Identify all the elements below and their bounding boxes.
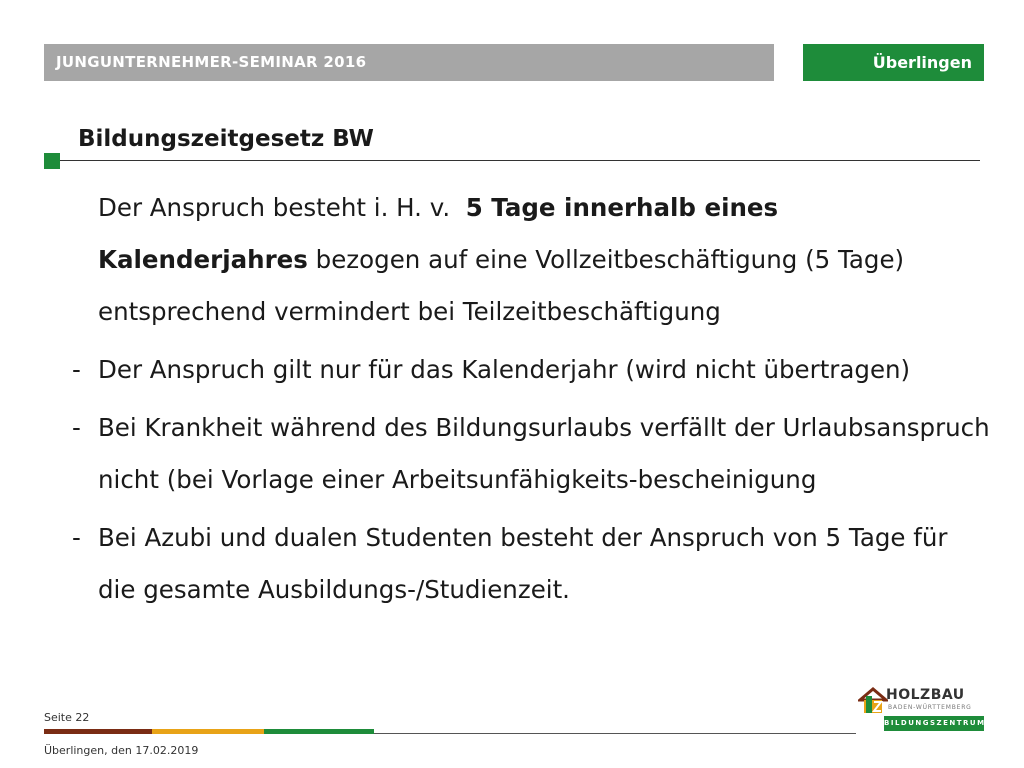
intro-text-1: Der Anspruch besteht i. H. v. <box>98 193 451 222</box>
seminar-header-bar <box>44 44 774 81</box>
bullet-item <box>60 512 990 616</box>
slide-title: Bildungszeitgesetz BW <box>78 126 374 152</box>
logo-wordmark: HOLZBAU <box>886 687 965 703</box>
bullet-dash: - <box>72 413 81 442</box>
house-icon <box>858 686 888 716</box>
footer-stripe-brown <box>44 729 152 734</box>
title-bullet-square <box>44 153 60 169</box>
intro-text-2: bezogen auf eine Vollzeitbeschäftigung (5 Tage) entsprechend vermindert bei Teilzeitbeschäftigung <box>98 245 905 326</box>
title-underline <box>60 160 980 161</box>
footer-stripe-green <box>264 729 374 734</box>
logo-unit-bar <box>884 716 984 731</box>
page-number: Seite 22 <box>44 711 90 724</box>
bullet-text: Der Anspruch gilt nur für das Kalenderjahr (wird nicht übertragen) <box>98 355 911 384</box>
bullet-item <box>60 402 990 506</box>
bullet-dash: - <box>72 523 81 552</box>
location-badge <box>803 44 984 81</box>
footer-stripe-orange <box>152 729 264 734</box>
footer-date: Überlingen, den 17.02.2019 <box>44 744 199 757</box>
location-label: Überlingen <box>872 53 972 72</box>
seminar-title: JUNGUNTERNEHMER-SEMINAR 2016 <box>56 53 367 71</box>
bullet-item <box>60 344 990 396</box>
intro-bold-2: Kalenderjahres <box>98 245 308 274</box>
footer-rule <box>374 733 856 734</box>
holzbau-logo <box>858 686 984 736</box>
intro-paragraph <box>60 182 990 338</box>
bullet-text: Bei Krankheit während des Bildungsurlaubs verfällt der Urlaubsanspruch nicht (bei Vorlage einer Arbeitsunfähigkeits-bescheinigung <box>98 413 990 494</box>
bullet-dash: - <box>72 355 81 384</box>
logo-unit-label: BILDUNGSZENTRUM <box>884 719 986 727</box>
logo-region: BADEN-WÜRTTEMBERG <box>888 704 972 711</box>
bullet-text: Bei Azubi und dualen Studenten besteht der Anspruch von 5 Tage für die gesamte Ausbildungs-/Studienzeit. <box>98 523 948 604</box>
intro-bold-1: 5 Tage innerhalb eines <box>465 193 779 222</box>
slide-body <box>60 182 990 622</box>
